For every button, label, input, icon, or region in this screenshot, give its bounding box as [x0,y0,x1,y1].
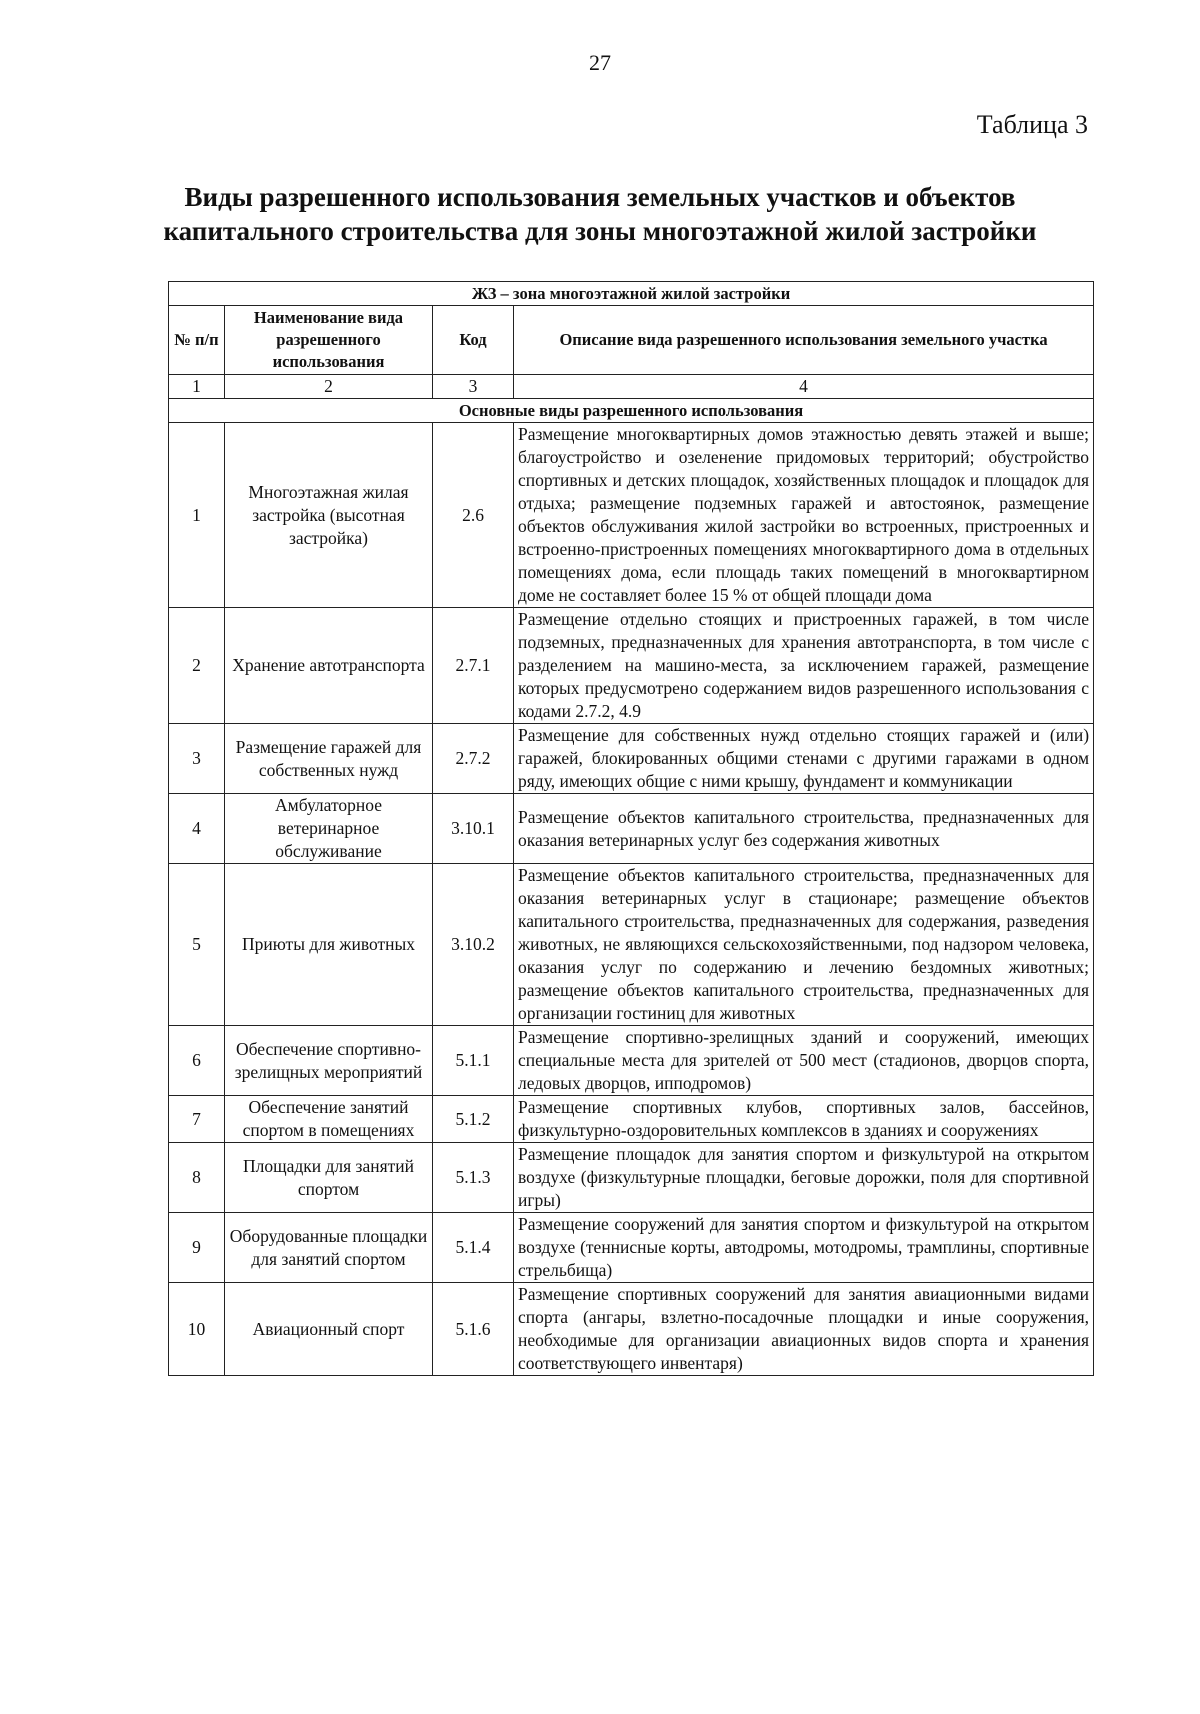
table-row [169,724,1094,794]
row-description: Размещение многоквартирных домов этажностью девять этажей и выше; благоустройство и озеленение придомовых территорий; обустройство спортивных и детских площадок, хозяйственных площадок и площадок для отдыха; размещение подземных гаражей и автостоянок, размещение объектов обслуживания жилой застройки во встроенных, пристроенных и встроенно-пристроенных помещениях многоквартирного дома в отдельных помещениях дома, если площадь таких помещений в многоквартирном доме не составляет более 15 % от общей площади дома [514,423,1094,608]
column-header-row [169,306,1094,375]
table-row [169,608,1094,724]
row-description: Размещение для собственных нужд отдельно стоящих гаражей и (или) гаражей, блокированных общими стенами с другими гаражами в одном ряду, имеющих общие с ними крышу, фундамент и коммуникации [514,724,1094,794]
row-number: 4 [169,794,225,864]
row-description: Размещение площадок для занятия спортом и физкультурой на открытом воздухе (физкультурные площадки, беговые дорожки, поля для спортивной игры) [514,1143,1094,1213]
row-description: Размещение объектов капитального строительства, предназначенных для оказания ветеринарных услуг без содержания животных [514,794,1094,864]
row-description: Размещение спортивных сооружений для занятия авиационными видами спорта (ангары, взлетно-посадочные площадки и иные сооружения, необходимые для организации авиационных видов спорта и хранения соответствующего инвентаря) [514,1283,1094,1376]
row-number: 6 [169,1026,225,1096]
row-name: Амбулаторное ветеринарное обслуживание [225,794,433,864]
row-description: Размещение объектов капитального строительства, предназначенных для оказания ветеринарных услуг в стационаре; размещение объектов капитального строительства, предназначенных для содержания, разведения животных, не являющихся сельскохозяйственными, под надзором человека, оказания услуг по содержанию и лечению бездомных животных; размещение объектов капитального строительства, предназначенных для организации гостиниц для животных [514,864,1094,1026]
zone-header-row [169,282,1094,306]
row-number: 9 [169,1213,225,1283]
row-description: Размещение спортивных клубов, спортивных залов, бассейнов, физкультурно-оздоровительных комплексов в зданиях и сооружениях [514,1096,1094,1143]
row-description: Размещение спортивно-зрелищных зданий и сооружений, имеющих специальные места для зрителей от 500 мест (стадионов, дворцов спорта, ледовых дворцов, ипподромов) [514,1026,1094,1096]
table-body [169,282,1094,1376]
row-code: 2.7.1 [433,608,514,724]
table-row [169,1213,1094,1283]
row-code: 5.1.3 [433,1143,514,1213]
row-code: 5.1.6 [433,1283,514,1376]
row-code: 2.6 [433,423,514,608]
row-code: 5.1.2 [433,1096,514,1143]
row-number: 3 [169,724,225,794]
table-row [169,1096,1094,1143]
row-name: Оборудованные площадки для занятий спортом [225,1213,433,1283]
row-number: 10 [169,1283,225,1376]
table-row [169,1283,1094,1376]
row-number: 5 [169,864,225,1026]
row-name: Размещение гаражей для собственных нужд [225,724,433,794]
title-line-1: Виды разрешенного использования земельных участков и объектов [184,182,1016,212]
row-code: 3.10.1 [433,794,514,864]
row-code: 5.1.4 [433,1213,514,1283]
row-name: Обеспечение занятий спортом в помещениях [225,1096,433,1143]
row-number: 1 [169,423,225,608]
row-name: Хранение автотранспорта [225,608,433,724]
table-row [169,1143,1094,1213]
title-line-2: капитального строительства для зоны многоэтажной жилой застройки [163,216,1037,246]
header-num: № п/п [169,306,225,375]
section-title: Основные виды разрешенного использования [169,399,1094,423]
header-code: Код [433,306,514,375]
row-number: 2 [169,608,225,724]
table-row [169,794,1094,864]
header-description: Описание вида разрешенного использования земельного участка [514,306,1094,375]
row-code: 3.10.2 [433,864,514,1026]
page-number: 27 [589,50,611,75]
column-number: 2 [225,375,433,399]
row-number: 7 [169,1096,225,1143]
column-number: 3 [433,375,514,399]
row-code: 2.7.2 [433,724,514,794]
row-name: Многоэтажная жилая застройка (высотная застройка) [225,423,433,608]
section-row [169,399,1094,423]
table-row [169,1026,1094,1096]
row-number: 8 [169,1143,225,1213]
zone-header: ЖЗ – зона многоэтажной жилой застройки [169,282,1094,306]
land-use-table [168,281,1094,1376]
row-description: Размещение сооружений для занятия спортом и физкультурой на открытом воздухе (теннисные корты, автодромы, мотодромы, трамплины, спортивные стрельбища) [514,1213,1094,1283]
row-name: Обеспечение спортивно-зрелищных мероприятий [225,1026,433,1096]
row-code: 5.1.1 [433,1026,514,1096]
row-name: Авиационный спорт [225,1283,433,1376]
document-title [60,180,1140,248]
column-number: 4 [514,375,1094,399]
column-number-row [169,375,1094,399]
table-row [169,423,1094,608]
table-caption: Таблица 3 [976,110,1088,139]
row-description: Размещение отдельно стоящих и пристроенных гаражей, в том числе подземных, предназначенных для хранения автотранспорта, в том числе с разделением на машино-места, за исключением гаражей, размещение которых предусмотрено содержанием видов разрешенного использования с кодами 2.7.2, 4.9 [514,608,1094,724]
row-name: Приюты для животных [225,864,433,1026]
header-name: Наименование вида разрешенного использования [225,306,433,375]
table-row [169,864,1094,1026]
column-number: 1 [169,375,225,399]
row-name: Площадки для занятий спортом [225,1143,433,1213]
